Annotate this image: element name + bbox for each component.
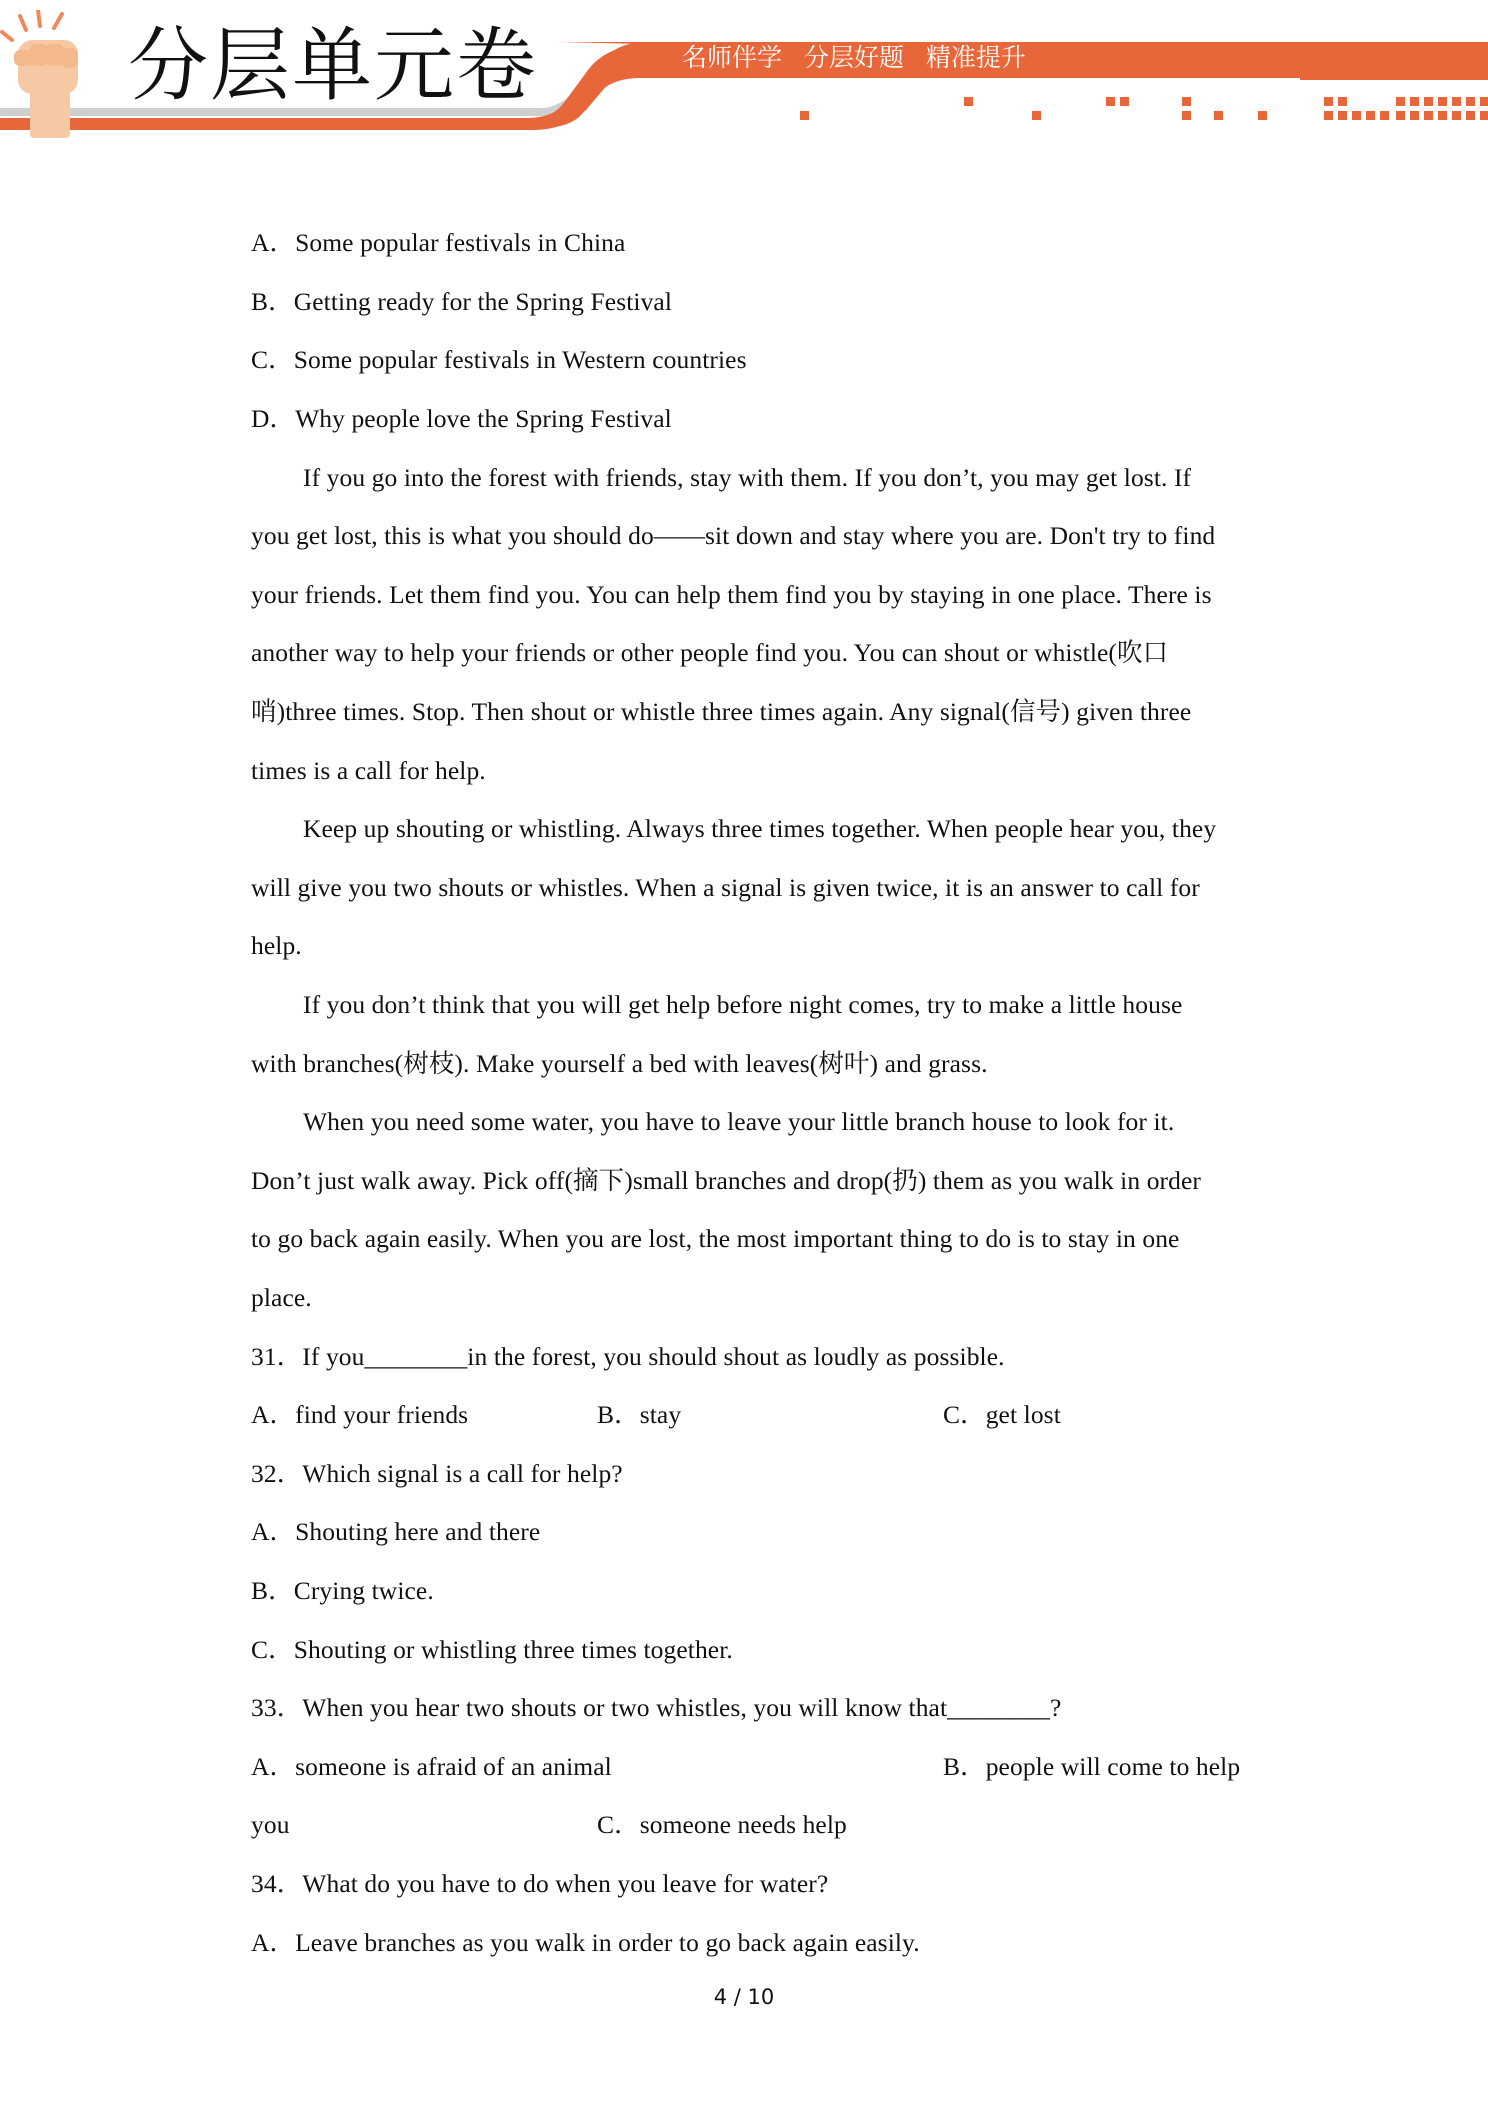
option-a: A．Some popular festivals in China (251, 228, 626, 257)
passage-line: times is a call for help. (251, 756, 486, 785)
question-31-stem: 31．If you________in the forest, you should shout as loudly as possible. (251, 1342, 1005, 1371)
question-32-stem: 32．Which signal is a call for help? (251, 1459, 623, 1488)
page-number: 4 / 10 (713, 1985, 775, 2009)
option-d: D．Why people love the Spring Festival (251, 404, 672, 433)
passage-line: to go back again easily. When you are lost, the most important thing to do is to stay in one (251, 1224, 1180, 1253)
passage-line: If you don’t think that you will get help before night comes, try to make a little house (303, 990, 1183, 1019)
question-33-option-b-continued: you (251, 1810, 290, 1839)
passage-line: Keep up shouting or whistling. Always three times together. When people hear you, they (303, 814, 1217, 843)
question-31-option-b: B．stay (597, 1400, 682, 1429)
passage-line: another way to help your friends or other people find you. You can shout or whistle(吹口 (251, 638, 1169, 667)
option-b: B．Getting ready for the Spring Festival (251, 287, 673, 316)
question-32-option-c: C．Shouting or whistling three times together. (251, 1635, 733, 1664)
decorative-dots (790, 95, 1488, 125)
question-34-stem: 34．What do you have to do when you leave for water? (251, 1869, 829, 1898)
brand-title: 分层单元卷 (128, 19, 538, 112)
passage-line: Don’t just walk away. Pick off(摘下)small branches and drop(扔) them as you walk in order (251, 1166, 1201, 1195)
question-34-option-a: A．Leave branches as you walk in order to go back again easily. (251, 1928, 920, 1957)
passage-line: 哨)three times. Stop. Then shout or whistle three times again. Any signal(信号) given three (251, 697, 1192, 726)
question-31-option-a: A．find your friends (251, 1400, 469, 1429)
passage-line: with branches(树枝). Make yourself a bed with leaves(树叶) and grass. (251, 1049, 988, 1078)
question-31-option-c: C．get lost (943, 1400, 1061, 1429)
header-slogan: 名师伴学 分层好题 精准提升 (682, 43, 1026, 72)
passage-line: If you go into the forest with friends, stay with them. If you don’t, you may get lost. If (303, 463, 1192, 492)
passage-line: you get lost, this is what you should do——sit down and stay where you are. Don't try to find (251, 521, 1216, 550)
question-33-stem: 33．When you hear two shouts or two whistles, you will know that________? (251, 1693, 1062, 1722)
question-33-option-b: B．people will come to help (943, 1752, 1241, 1781)
passage-line: place. (251, 1283, 312, 1312)
page-header (0, 0, 1488, 150)
passage-line: help. (251, 931, 302, 960)
question-32-option-a: A．Shouting here and there (251, 1517, 541, 1546)
passage-line: your friends. Let them find you. You can help them find you by staying in one place. There is (251, 580, 1212, 609)
question-33-option-a: A．someone is afraid of an animal (251, 1752, 612, 1781)
question-32-option-b: B．Crying twice. (251, 1576, 434, 1605)
passage-line: When you need some water, you have to leave your little branch house to look for it. (303, 1107, 1175, 1136)
passage-line: will give you two shouts or whistles. When a signal is given twice, it is an answer to call for (251, 873, 1200, 902)
fist-logo-icon (0, 10, 110, 140)
option-c: C．Some popular festivals in Western countries (251, 345, 747, 374)
question-33-option-c: C．someone needs help (597, 1810, 847, 1839)
